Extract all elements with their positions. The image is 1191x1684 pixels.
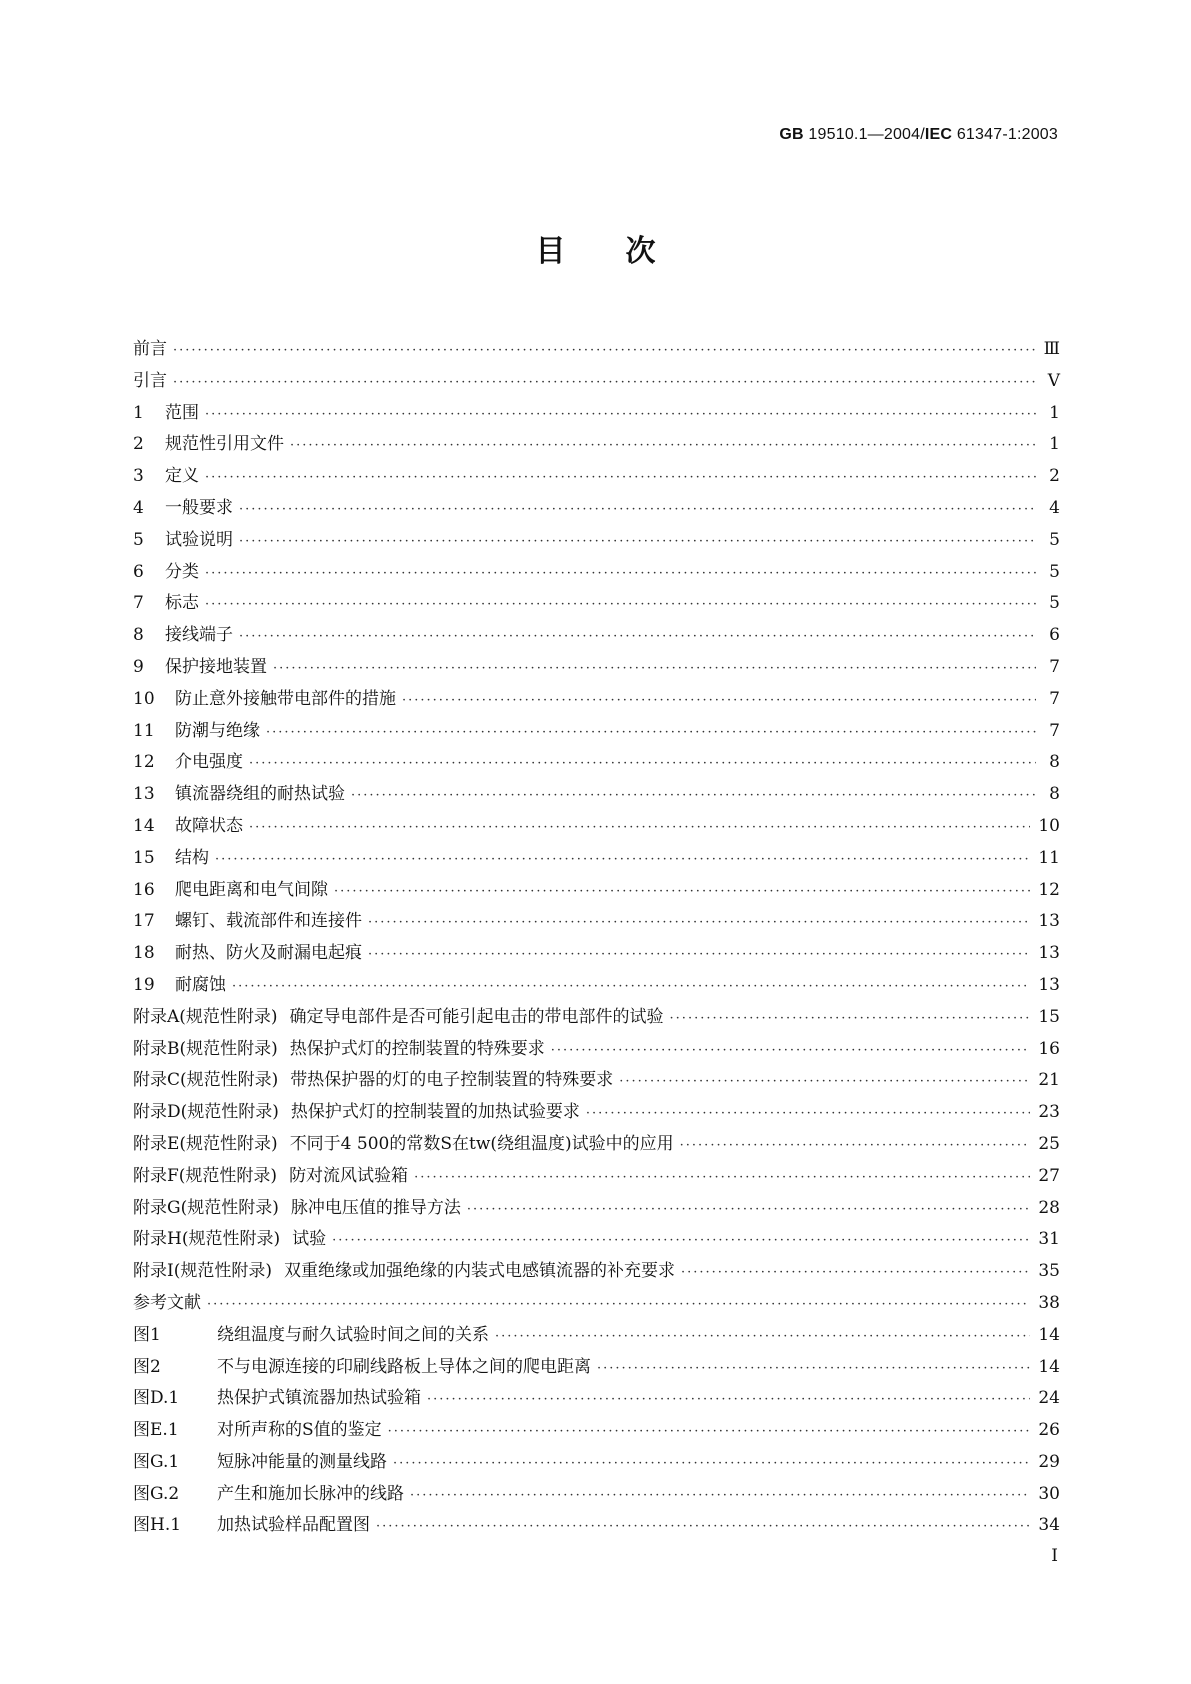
toc-leader-dots (232, 979, 1030, 994)
toc-entry-title: 绕组温度与耐久试验时间之间的关系 (217, 1324, 489, 1345)
toc-entry-page: 21 (1038, 1070, 1060, 1091)
toc-entry[interactable] (133, 398, 1060, 430)
toc-leader-dots (173, 343, 1036, 358)
toc-entry-label-group (133, 1097, 580, 1122)
toc-entry-title: 参考文献 (133, 1292, 201, 1313)
toc-leader-dots (388, 1424, 1031, 1439)
toc-entry-label-group (133, 652, 267, 677)
toc-leader-dots (205, 566, 1036, 581)
toc-entry-label-group (133, 1320, 489, 1345)
toc-entry-number: 附录H(规范性附录) (133, 1229, 281, 1250)
toc-entry-title: 防止意外接触带电部件的措施 (175, 688, 396, 709)
toc-entry[interactable] (133, 1510, 1060, 1542)
toc-entry-title: 介电强度 (175, 752, 243, 773)
toc-entry-title: 防潮与绝缘 (175, 720, 260, 741)
toc-entry-page: 12 (1038, 879, 1060, 900)
toc-leader-dots (414, 1170, 1030, 1185)
toc-entry-number: 13 (133, 784, 155, 805)
toc-entry-page: 25 (1038, 1133, 1060, 1154)
toc-entry-title: 前言 (133, 339, 167, 359)
toc-entry-label-group (133, 1034, 545, 1059)
toc-leader-dots (205, 407, 1036, 422)
toc-entry-label-group (133, 1383, 421, 1408)
toc-entry-label-group (133, 1129, 674, 1154)
toc-entry[interactable] (133, 1129, 1060, 1161)
toc-entry-number: 5 (133, 529, 144, 550)
toc-entry-label-group (133, 1510, 370, 1535)
toc-entry-page: Ⅲ (1043, 339, 1060, 359)
toc-entry-label-group (133, 906, 362, 931)
toc-entry[interactable] (133, 557, 1060, 589)
toc-entry[interactable] (133, 1383, 1060, 1415)
toc-entry-page: 5 (1049, 561, 1060, 582)
toc-leader-dots (368, 947, 1030, 962)
toc-entry-title: 接线端子 (165, 625, 233, 646)
toc-entry[interactable] (133, 1002, 1060, 1034)
toc-entry-number: 17 (133, 911, 155, 932)
toc-entry-number: 附录E(规范性附录) (133, 1133, 278, 1154)
toc-entry[interactable] (133, 1034, 1060, 1066)
toc-leader-dots (681, 1265, 1030, 1280)
toc-entry-label-group (133, 716, 260, 741)
toc-entry-page: 15 (1038, 1006, 1060, 1027)
toc-entry-number: 7 (133, 593, 144, 614)
toc-entry-number: 图E.1 (133, 1420, 179, 1441)
toc-entry-number: 图2 (133, 1356, 161, 1377)
toc-entry-title: 热保护式灯的控制装置的加热试验要求 (290, 1102, 580, 1123)
toc-leader-dots (205, 470, 1036, 485)
toc-entry-page: 5 (1049, 593, 1060, 614)
toc-entry-number: 附录C(规范性附录) (133, 1070, 279, 1091)
toc-entry-label-group (133, 1002, 664, 1027)
toc-entry-page: 1 (1049, 434, 1060, 455)
toc-entry-number: 15 (133, 847, 155, 868)
toc-entry-number: 2 (133, 434, 144, 455)
toc-entry-label-group (133, 366, 167, 391)
toc-leader-dots (368, 915, 1030, 930)
toc-entry[interactable] (133, 1097, 1060, 1129)
toc-entry-title: 脉冲电压值的推导方法 (290, 1197, 461, 1218)
toc-entry[interactable] (133, 1415, 1060, 1447)
toc-leader-dots (239, 534, 1036, 549)
toc-entry-title: 热保护式灯的控制装置的特殊要求 (289, 1038, 545, 1059)
toc-leader-dots (402, 693, 1036, 708)
toc-entry-title: 定义 (165, 466, 199, 487)
toc-entry[interactable] (133, 1447, 1060, 1479)
toc-entry-title: 结构 (175, 847, 209, 868)
toc-entry-title: 耐热、防火及耐漏电起痕 (175, 943, 362, 964)
toc-entry-label-group (133, 970, 226, 995)
toc-entry-number: 图H.1 (133, 1515, 182, 1536)
toc-entry-page: 26 (1038, 1420, 1060, 1441)
toc-entry[interactable] (133, 1256, 1060, 1288)
toc-entry-page: 35 (1038, 1261, 1060, 1282)
toc-leader-dots (351, 788, 1036, 803)
toc-entry-title: 带热保护器的灯的电子控制装置的特殊要求 (290, 1070, 614, 1091)
toc-entry-page: 13 (1038, 911, 1060, 932)
toc-entry-label-group (133, 1161, 408, 1186)
toc-entry[interactable] (133, 811, 1060, 843)
toc-entry[interactable] (133, 1161, 1060, 1193)
toc-entry-number: 1 (133, 402, 144, 423)
toc-entry-page: 13 (1038, 943, 1060, 964)
toc-entry[interactable] (133, 906, 1060, 938)
toc-entry-label-group (133, 779, 345, 804)
toc-entry-label-group (133, 684, 396, 709)
toc-entry-page: 8 (1049, 752, 1060, 773)
toc-entry[interactable] (133, 334, 1060, 366)
toc-entry[interactable] (133, 652, 1060, 684)
toc-entry-title: 试验 (292, 1229, 327, 1250)
toc-entry[interactable] (133, 716, 1060, 748)
page-title: 目次 (535, 234, 716, 269)
standard-code (779, 126, 1058, 144)
toc-leader-dots (597, 1361, 1030, 1376)
toc-entry-title: 对所声称的S值的鉴定 (217, 1420, 382, 1441)
toc-entry[interactable] (133, 843, 1060, 875)
toc-leader-dots (495, 1329, 1030, 1344)
toc-entry-label-group (133, 1224, 326, 1249)
toc-entry[interactable] (133, 525, 1060, 557)
toc-entry-title: 故障状态 (175, 815, 243, 836)
toc-entry-number: 3 (133, 466, 144, 487)
toc-entry-number: 19 (133, 974, 155, 995)
toc-entry-number: 图G.1 (133, 1451, 180, 1472)
toc-leader-dots (249, 756, 1036, 771)
toc-leader-dots (334, 884, 1030, 899)
table-of-contents (133, 334, 1060, 1542)
toc-entry-page: 5 (1049, 529, 1060, 550)
toc-entry-title: 引言 (133, 370, 167, 391)
toc-entry-label-group (133, 875, 328, 900)
toc-entry-number: 9 (133, 656, 144, 677)
toc-entry-number: 14 (133, 815, 155, 836)
toc-entry-title: 保护接地装置 (165, 656, 267, 677)
toc-entry-label-group (133, 461, 199, 486)
toc-entry-page: 7 (1049, 656, 1060, 677)
toc-entry[interactable] (133, 1224, 1060, 1256)
toc-entry-page: Ⅴ (1047, 370, 1060, 391)
toc-entry-page: 24 (1038, 1388, 1060, 1409)
toc-entry[interactable] (133, 1193, 1060, 1225)
toc-entry[interactable] (133, 684, 1060, 716)
toc-leader-dots (393, 1456, 1030, 1471)
toc-entry-page: 4 (1049, 497, 1060, 518)
toc-entry-number: 12 (133, 752, 155, 773)
toc-leader-dots (467, 1202, 1031, 1217)
standard-code-gb: GB (779, 126, 804, 143)
toc-leader-dots (266, 725, 1036, 740)
toc-entry-label-group (133, 557, 199, 582)
standard-code-number: 19510.1—2004/ (803, 126, 925, 143)
toc-entry-title: 爬电距离和电气间隙 (175, 879, 328, 900)
toc-leader-dots (239, 629, 1036, 644)
toc-entry-page: 6 (1049, 625, 1060, 646)
toc-entry-page: 31 (1038, 1229, 1060, 1250)
toc-entry-label-group (133, 1288, 201, 1313)
toc-leader-dots (427, 1392, 1030, 1407)
toc-entry-title: 螺钉、载流部件和连接件 (175, 911, 362, 932)
toc-leader-dots (551, 1043, 1031, 1058)
toc-entry-label-group (133, 398, 199, 423)
toc-entry-title: 范围 (165, 402, 199, 423)
toc-entry-page: 23 (1038, 1102, 1060, 1123)
toc-entry-number: 附录I(规范性附录) (133, 1261, 272, 1282)
toc-entry[interactable] (133, 588, 1060, 620)
toc-entry-number: 附录F(规范性附录) (133, 1165, 278, 1186)
toc-entry-number: 附录B(规范性附录) (133, 1038, 278, 1059)
toc-entry-number: 11 (133, 720, 155, 741)
toc-entry-page: 7 (1049, 720, 1060, 741)
toc-entry-number: 图G.2 (133, 1483, 180, 1504)
toc-entry-page: 14 (1038, 1324, 1060, 1345)
toc-entry-title: 耐腐蚀 (175, 974, 226, 995)
page-folio: I (1051, 1546, 1058, 1566)
toc-entry-title: 不与电源连接的印刷线路板上导体之间的爬电距离 (217, 1356, 591, 1377)
toc-entry[interactable] (133, 1479, 1060, 1511)
toc-entry[interactable] (133, 970, 1060, 1002)
toc-entry[interactable] (133, 493, 1060, 525)
toc-entry[interactable] (133, 938, 1060, 970)
toc-leader-dots (290, 438, 1036, 453)
toc-entry-number: 图1 (133, 1324, 161, 1345)
toc-entry-title: 规范性引用文件 (165, 434, 284, 455)
toc-entry[interactable] (133, 461, 1060, 493)
toc-leader-dots (273, 661, 1036, 676)
toc-entry-label-group (133, 1447, 387, 1472)
toc-entry-label-group (133, 525, 233, 550)
toc-entry-title: 一般要求 (165, 497, 233, 518)
toc-entry-page: 38 (1038, 1292, 1060, 1313)
toc-entry-page: 16 (1038, 1038, 1060, 1059)
toc-entry-number: 10 (133, 688, 155, 709)
toc-entry-label-group (133, 843, 209, 868)
toc-entry-page: 27 (1038, 1165, 1060, 1186)
toc-entry-number: 附录G(规范性附录) (133, 1197, 279, 1218)
toc-entry-number: 6 (133, 561, 144, 582)
toc-entry-label-group (133, 811, 243, 836)
toc-entry[interactable] (133, 1320, 1060, 1352)
toc-entry-label-group (133, 747, 243, 772)
toc-leader-dots (215, 852, 1030, 867)
toc-entry-label-group (133, 429, 284, 454)
toc-entry-label-group (133, 1065, 613, 1090)
toc-entry-label-group (133, 620, 233, 645)
toc-entry-page: 10 (1038, 815, 1060, 836)
toc-entry[interactable] (133, 1352, 1060, 1384)
toc-entry-title: 镇流器绕组的耐热试验 (175, 784, 345, 805)
toc-entry-page: 28 (1038, 1197, 1060, 1218)
toc-entry[interactable] (133, 620, 1060, 652)
toc-entry-number: 附录A(规范性附录) (133, 1006, 278, 1027)
standard-code-iec-number: 61347-1:2003 (952, 126, 1058, 143)
toc-entry-title: 加热试验样品配置图 (217, 1515, 370, 1536)
toc-entry[interactable] (133, 366, 1060, 398)
standard-code-iec: IEC (924, 126, 953, 143)
toc-entry-title: 短脉冲能量的测量线路 (217, 1451, 387, 1472)
toc-entry-page: 34 (1038, 1515, 1060, 1536)
toc-entry-page: 13 (1038, 974, 1060, 995)
toc-entry-title: 标志 (165, 593, 199, 614)
toc-entry-title: 分类 (165, 561, 199, 582)
toc-entry[interactable] (133, 1065, 1060, 1097)
toc-entry-title: 产生和施加长脉冲的线路 (217, 1483, 404, 1504)
toc-entry-number: 附录D(规范性附录) (133, 1102, 279, 1123)
toc-entry-number: 8 (133, 625, 144, 646)
toc-entry-label-group (133, 1256, 675, 1281)
toc-leader-dots (249, 820, 1030, 835)
toc-entry-label-group (133, 938, 362, 963)
toc-entry-number: 4 (133, 497, 144, 518)
toc-entry-page: 11 (1038, 847, 1060, 868)
toc-leader-dots (619, 1074, 1030, 1089)
toc-leader-dots (239, 502, 1036, 517)
toc-entry[interactable] (133, 429, 1060, 461)
toc-entry[interactable] (133, 875, 1060, 907)
toc-leader-dots (680, 1138, 1031, 1153)
toc-entry-label-group (133, 1352, 591, 1377)
toc-entry-title: 确定导电部件是否可能引起电击的带电部件的试验 (289, 1006, 664, 1027)
toc-entry[interactable] (133, 747, 1060, 779)
toc-entry-title: 双重绝缘或加强绝缘的内装式电感镇流器的补充要求 (283, 1261, 675, 1282)
toc-entry-title: 防对流风试验箱 (289, 1165, 409, 1186)
toc-entry-page: 7 (1049, 688, 1060, 709)
toc-leader-dots (205, 597, 1036, 612)
toc-entry-label-group (133, 588, 199, 613)
toc-entry-page: 2 (1049, 466, 1060, 487)
toc-entry-page: 30 (1038, 1483, 1060, 1504)
toc-entry-title: 试验说明 (165, 529, 233, 550)
toc-entry-page: 8 (1049, 784, 1060, 805)
toc-entry-title: 热保护式镇流器加热试验箱 (217, 1388, 421, 1409)
toc-entry-page: 14 (1038, 1356, 1060, 1377)
toc-entry-label-group (133, 1193, 461, 1218)
toc-entry-number: 18 (133, 943, 155, 964)
toc-leader-dots (670, 1011, 1031, 1026)
toc-entry-number: 16 (133, 879, 155, 900)
toc-entry-title: 不同于4 500的常数S在tw(绕组温度)试验中的应用 (289, 1133, 674, 1154)
toc-leader-dots (376, 1519, 1030, 1534)
toc-entry-page: 29 (1038, 1451, 1060, 1472)
toc-entry-label-group (133, 334, 167, 359)
toc-entry-label-group (133, 1479, 404, 1504)
toc-leader-dots (332, 1233, 1030, 1248)
toc-entry-label-group (133, 493, 233, 518)
toc-entry[interactable] (133, 1288, 1060, 1320)
toc-entry-label-group (133, 1415, 382, 1440)
toc-leader-dots (410, 1488, 1030, 1503)
toc-leader-dots (207, 1297, 1030, 1312)
toc-entry-page: 1 (1049, 402, 1060, 423)
toc-leader-dots (586, 1106, 1030, 1121)
toc-leader-dots (173, 375, 1036, 390)
toc-entry[interactable] (133, 779, 1060, 811)
toc-entry-number: 图D.1 (133, 1388, 180, 1409)
